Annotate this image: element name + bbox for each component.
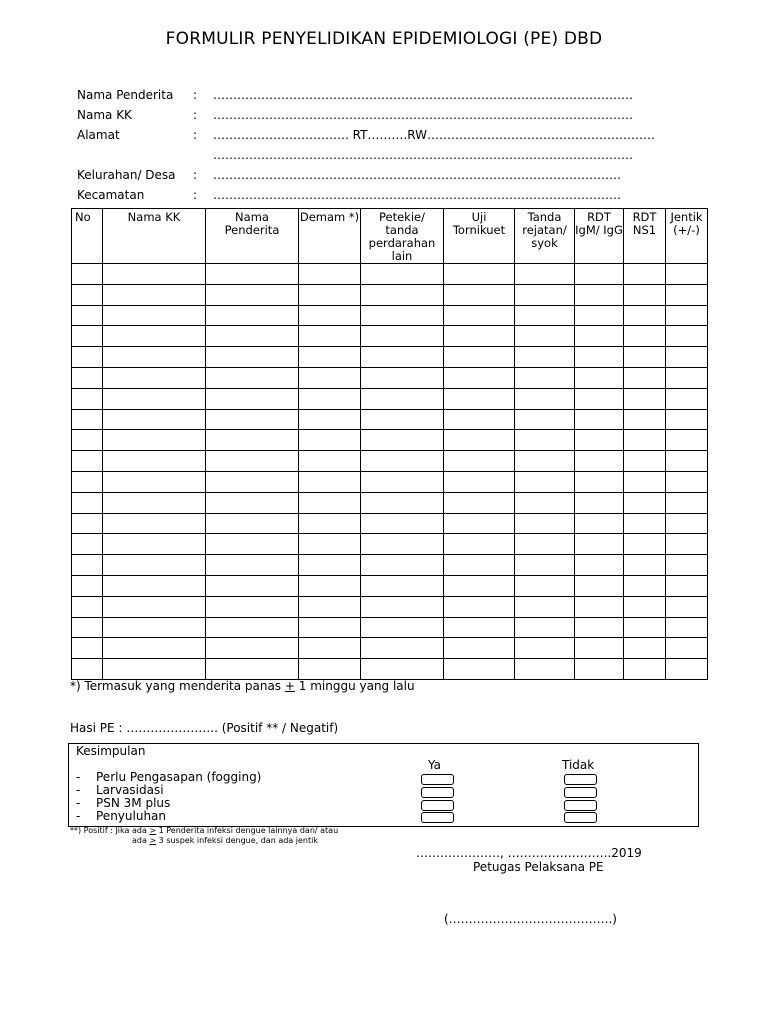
table-cell[interactable] <box>299 451 361 472</box>
table-cell[interactable] <box>515 305 575 326</box>
table-cell[interactable] <box>361 305 444 326</box>
kesimpulan-item-penyuluhan <box>76 810 166 823</box>
table-cell[interactable] <box>103 264 206 285</box>
table-row <box>72 264 708 285</box>
table-cell[interactable] <box>515 513 575 534</box>
note-text: **) Positif : Jika ada <box>70 826 150 835</box>
officer-title: Petugas Pelaksana PE <box>473 860 604 874</box>
table-cell[interactable] <box>515 659 575 680</box>
col-header-demam: Demam *) <box>299 209 361 264</box>
table-cell[interactable] <box>103 596 206 617</box>
table-cell[interactable] <box>103 326 206 347</box>
col-header-nama-penderita: Nama Penderita <box>206 209 299 264</box>
table-cell[interactable] <box>515 555 575 576</box>
table-cell[interactable] <box>666 534 708 555</box>
table-row <box>72 575 708 596</box>
table-cell[interactable] <box>666 347 708 368</box>
col-header-uji-tornikuet: Uji Tornikuet <box>444 209 515 264</box>
checkbox-ya-psn[interactable] <box>421 800 454 811</box>
gte-symbol: > <box>149 836 157 845</box>
table-row <box>72 534 708 555</box>
table-cell[interactable] <box>361 347 444 368</box>
table-cell[interactable] <box>624 492 666 513</box>
table-cell[interactable] <box>624 555 666 576</box>
table-cell[interactable] <box>575 347 624 368</box>
table-cell[interactable] <box>515 284 575 305</box>
table-cell[interactable] <box>361 638 444 659</box>
table-cell[interactable] <box>72 471 103 492</box>
table-cell[interactable] <box>444 430 515 451</box>
alamat-continuation-blank[interactable]: …………………………………………………………………………………………… <box>213 148 633 162</box>
item-label: PSN 3M plus <box>96 796 171 810</box>
table-cell[interactable] <box>444 659 515 680</box>
checkbox-tidak-penyuluhan[interactable] <box>564 812 597 823</box>
table-cell[interactable] <box>444 471 515 492</box>
checkbox-ya-penyuluhan[interactable] <box>421 812 454 823</box>
table-cell[interactable] <box>575 617 624 638</box>
table-cell[interactable] <box>72 575 103 596</box>
table-cell[interactable] <box>299 492 361 513</box>
table-row <box>72 513 708 534</box>
field-colon: : <box>193 128 198 142</box>
table-cell[interactable] <box>575 555 624 576</box>
field-label: Nama KK <box>77 108 132 122</box>
footnote-text: *) Termasuk yang menderita panas <box>70 679 285 693</box>
alamat-blank[interactable]: ……………………………. RT……….RW………………………………………………… <box>213 128 655 142</box>
table-cell[interactable] <box>444 534 515 555</box>
table-cell[interactable] <box>72 264 103 285</box>
table-cell[interactable] <box>624 326 666 347</box>
table-cell[interactable] <box>206 575 299 596</box>
table-cell[interactable] <box>206 638 299 659</box>
table-cell[interactable] <box>624 659 666 680</box>
field-label: Nama Penderita <box>77 88 174 102</box>
table-cell[interactable] <box>206 492 299 513</box>
table-cell[interactable] <box>361 326 444 347</box>
table-cell[interactable] <box>299 409 361 430</box>
table-cell[interactable] <box>72 409 103 430</box>
table-cell[interactable] <box>666 388 708 409</box>
table-cell[interactable] <box>444 326 515 347</box>
table-cell[interactable] <box>666 659 708 680</box>
table-cell[interactable] <box>103 388 206 409</box>
table-cell[interactable] <box>206 534 299 555</box>
table-cell[interactable] <box>299 617 361 638</box>
table-cell[interactable] <box>515 471 575 492</box>
field-colon: : <box>193 108 198 122</box>
table-cell[interactable] <box>575 284 624 305</box>
table-cell[interactable] <box>575 326 624 347</box>
table-cell[interactable] <box>206 659 299 680</box>
table-cell[interactable] <box>206 284 299 305</box>
table-cell[interactable] <box>361 617 444 638</box>
table-cell[interactable] <box>515 596 575 617</box>
field-alamat <box>77 127 655 143</box>
table-row <box>72 284 708 305</box>
table-cell[interactable] <box>361 575 444 596</box>
table-cell[interactable] <box>206 596 299 617</box>
table-cell[interactable] <box>444 617 515 638</box>
officer-name-field[interactable]: (…………………………………..) <box>444 912 617 926</box>
col-header-rdt-ns1: RDT NS1 <box>624 209 666 264</box>
table-cell[interactable] <box>444 575 515 596</box>
table-cell[interactable] <box>103 367 206 388</box>
table-cell[interactable] <box>575 264 624 285</box>
table-cell[interactable] <box>624 430 666 451</box>
gte-symbol: > <box>149 826 157 835</box>
table-cell[interactable] <box>515 638 575 659</box>
table-row <box>72 492 708 513</box>
table-row <box>72 659 708 680</box>
table-cell[interactable] <box>299 305 361 326</box>
checkbox-tidak-fogging[interactable] <box>564 774 597 785</box>
item-label: Perlu Pengasapan (fogging) <box>96 770 262 784</box>
table-row <box>72 555 708 576</box>
table-cell[interactable] <box>515 388 575 409</box>
table-cell[interactable] <box>103 638 206 659</box>
table-cell[interactable] <box>515 492 575 513</box>
hasil-pe-field[interactable]: Hasi PE : ………………….. (Positif ** / Negatif) <box>70 721 339 735</box>
table-row <box>72 471 708 492</box>
table-cell[interactable] <box>666 367 708 388</box>
table-cell[interactable] <box>72 555 103 576</box>
table-cell[interactable] <box>206 264 299 285</box>
table-cell[interactable] <box>515 409 575 430</box>
table-cell[interactable] <box>624 534 666 555</box>
table-cell[interactable] <box>575 513 624 534</box>
table-cell[interactable] <box>666 492 708 513</box>
table-row <box>72 638 708 659</box>
field-colon: : <box>193 188 198 202</box>
table-cell[interactable] <box>575 659 624 680</box>
table-cell[interactable] <box>444 347 515 368</box>
field-kecamatan <box>77 187 621 203</box>
table-cell[interactable] <box>444 264 515 285</box>
table-cell[interactable] <box>575 596 624 617</box>
table-cell[interactable] <box>515 326 575 347</box>
table-cell[interactable] <box>103 451 206 472</box>
table-cell[interactable] <box>515 617 575 638</box>
patient-table <box>71 208 708 680</box>
table-cell[interactable] <box>72 513 103 534</box>
table-cell[interactable] <box>444 513 515 534</box>
table-cell[interactable] <box>515 264 575 285</box>
table-cell[interactable] <box>575 451 624 472</box>
table-cell[interactable] <box>206 409 299 430</box>
kelurahan-blank[interactable]: ………………………………………………………………………………………… <box>213 168 621 182</box>
table-cell[interactable] <box>624 409 666 430</box>
col-header-rdt-igm-igg: RDT IgM/ IgG <box>575 209 624 264</box>
table-cell[interactable] <box>666 596 708 617</box>
table-cell[interactable] <box>444 305 515 326</box>
table-cell[interactable] <box>515 430 575 451</box>
col-header-jentik: Jentik (+/-) <box>666 209 708 264</box>
table-cell[interactable] <box>624 347 666 368</box>
kecamatan-blank[interactable]: ………………………………………………………………………………………… <box>213 188 621 202</box>
table-cell[interactable] <box>72 638 103 659</box>
table-cell[interactable] <box>624 596 666 617</box>
table-cell[interactable] <box>72 305 103 326</box>
table-cell[interactable] <box>299 555 361 576</box>
table-cell[interactable] <box>361 388 444 409</box>
table-cell[interactable] <box>103 513 206 534</box>
table-cell[interactable] <box>206 305 299 326</box>
table-row <box>72 367 708 388</box>
table-cell[interactable] <box>666 471 708 492</box>
table-row <box>72 617 708 638</box>
table-cell[interactable] <box>444 555 515 576</box>
page-title: FORMULIR PENYELIDIKAN EPIDEMIOLOGI (PE) DBD <box>165 29 603 49</box>
table-cell[interactable] <box>515 347 575 368</box>
table-cell[interactable] <box>206 367 299 388</box>
table-cell[interactable] <box>361 409 444 430</box>
table-row <box>72 388 708 409</box>
table-cell[interactable] <box>624 451 666 472</box>
table-cell[interactable] <box>103 492 206 513</box>
table-cell[interactable] <box>299 513 361 534</box>
item-bullet: - <box>76 770 81 784</box>
table-cell[interactable] <box>206 617 299 638</box>
table-cell[interactable] <box>72 596 103 617</box>
table-cell[interactable] <box>361 659 444 680</box>
table-cell[interactable] <box>103 575 206 596</box>
table-cell[interactable] <box>444 638 515 659</box>
plus-minus-symbol: + <box>284 679 295 693</box>
table-cell[interactable] <box>666 326 708 347</box>
table-cell[interactable] <box>299 284 361 305</box>
item-label: Larvasidasi <box>96 783 164 797</box>
table-cell[interactable] <box>103 555 206 576</box>
table-cell[interactable] <box>299 264 361 285</box>
col-header-no: No <box>72 209 103 264</box>
checkbox-ya-fogging[interactable] <box>421 774 454 785</box>
table-cell[interactable] <box>624 367 666 388</box>
table-cell[interactable] <box>666 575 708 596</box>
table-cell[interactable] <box>299 367 361 388</box>
table-cell[interactable] <box>361 534 444 555</box>
table-cell[interactable] <box>444 492 515 513</box>
table-cell[interactable] <box>624 264 666 285</box>
table-cell[interactable] <box>299 347 361 368</box>
table-cell[interactable] <box>103 430 206 451</box>
table-cell[interactable] <box>575 492 624 513</box>
table-cell[interactable] <box>666 617 708 638</box>
field-colon: : <box>193 168 198 182</box>
table-cell[interactable] <box>361 264 444 285</box>
table-cell[interactable] <box>206 471 299 492</box>
col-header-tanda-rejatan: Tanda rejatan/ syok <box>515 209 575 264</box>
table-cell[interactable] <box>103 471 206 492</box>
item-label: Penyuluhan <box>96 809 167 823</box>
table-cell[interactable] <box>361 367 444 388</box>
checkbox-ya-larvasidasi[interactable] <box>421 787 454 798</box>
field-colon: : <box>193 88 198 102</box>
table-row <box>72 430 708 451</box>
table-cell[interactable] <box>72 284 103 305</box>
table-cell[interactable] <box>575 430 624 451</box>
table-cell[interactable] <box>103 659 206 680</box>
table-cell[interactable] <box>206 388 299 409</box>
table-row <box>72 305 708 326</box>
col-header-petekie: Petekie/ tanda perdarahan lain <box>361 209 444 264</box>
table-cell[interactable] <box>575 388 624 409</box>
table-cell[interactable] <box>72 388 103 409</box>
table-cell[interactable] <box>72 430 103 451</box>
table-cell[interactable] <box>103 305 206 326</box>
column-tidak-label: Tidak <box>562 758 595 772</box>
field-kelurahan-desa <box>77 167 621 183</box>
table-cell[interactable] <box>624 638 666 659</box>
table-cell[interactable] <box>299 659 361 680</box>
table-row <box>72 326 708 347</box>
date-place-field[interactable]: …………………, ……………………..2019 <box>416 846 642 860</box>
table-cell[interactable] <box>624 617 666 638</box>
table-cell[interactable] <box>666 409 708 430</box>
table-cell[interactable] <box>103 534 206 555</box>
table-cell[interactable] <box>72 492 103 513</box>
nama-penderita-blank[interactable]: …………………………………………………………………………………………… <box>213 88 633 102</box>
table-cell[interactable] <box>444 409 515 430</box>
table-cell[interactable] <box>299 388 361 409</box>
table-cell[interactable] <box>575 367 624 388</box>
table-cell[interactable] <box>72 367 103 388</box>
table-cell[interactable] <box>624 388 666 409</box>
table-cell[interactable] <box>361 284 444 305</box>
table-cell[interactable] <box>515 367 575 388</box>
table-cell[interactable] <box>206 513 299 534</box>
table-cell[interactable] <box>515 534 575 555</box>
kesimpulan-title: Kesimpulan <box>76 744 146 758</box>
nama-kk-blank[interactable]: …………………………………………………………………………………………… <box>213 108 633 122</box>
table-cell[interactable] <box>361 555 444 576</box>
table-cell[interactable] <box>666 513 708 534</box>
table-cell[interactable] <box>624 284 666 305</box>
table-cell[interactable] <box>103 617 206 638</box>
table-cell[interactable] <box>72 451 103 472</box>
item-bullet: - <box>76 783 81 797</box>
table-cell[interactable] <box>361 451 444 472</box>
table-cell[interactable] <box>575 534 624 555</box>
table-cell[interactable] <box>624 305 666 326</box>
field-label: Alamat <box>77 128 120 142</box>
table-cell[interactable] <box>444 596 515 617</box>
field-nama-penderita <box>77 87 633 103</box>
col-header-nama-kk: Nama KK <box>103 209 206 264</box>
table-cell[interactable] <box>361 492 444 513</box>
table-cell[interactable] <box>575 409 624 430</box>
table-cell[interactable] <box>72 534 103 555</box>
note-text: 3 suspek infeksi dengue, dan ada jentik <box>156 836 318 845</box>
column-ya-label: Ya <box>428 758 442 772</box>
field-nama-kk <box>77 107 633 123</box>
table-cell[interactable] <box>361 513 444 534</box>
table-cell[interactable] <box>206 451 299 472</box>
table-cell[interactable] <box>666 555 708 576</box>
note-text: ada <box>132 836 150 845</box>
table-cell[interactable] <box>444 388 515 409</box>
table-cell[interactable] <box>624 471 666 492</box>
table-cell[interactable] <box>299 326 361 347</box>
positif-note-line2 <box>132 836 318 846</box>
table-cell[interactable] <box>299 471 361 492</box>
table-cell[interactable] <box>666 451 708 472</box>
table-cell[interactable] <box>624 575 666 596</box>
table-row <box>72 596 708 617</box>
item-bullet: - <box>76 809 81 823</box>
table-cell[interactable] <box>361 596 444 617</box>
table-cell[interactable] <box>72 347 103 368</box>
table-cell[interactable] <box>575 575 624 596</box>
demam-footnote <box>70 679 415 693</box>
checkbox-tidak-larvasidasi[interactable] <box>564 787 597 798</box>
table-cell[interactable] <box>72 617 103 638</box>
table-cell[interactable] <box>624 513 666 534</box>
footnote-text-end: 1 minggu yang lalu <box>294 679 415 693</box>
table-cell[interactable] <box>72 659 103 680</box>
table-cell[interactable] <box>103 284 206 305</box>
table-cell[interactable] <box>361 471 444 492</box>
checkbox-tidak-psn[interactable] <box>564 800 597 811</box>
table-cell[interactable] <box>666 305 708 326</box>
table-cell[interactable] <box>444 367 515 388</box>
table-cell[interactable] <box>103 409 206 430</box>
table-cell[interactable] <box>666 638 708 659</box>
table-cell[interactable] <box>575 305 624 326</box>
table-cell[interactable] <box>444 451 515 472</box>
table-cell[interactable] <box>103 347 206 368</box>
table-cell[interactable] <box>444 284 515 305</box>
table-cell[interactable] <box>361 430 444 451</box>
table-cell[interactable] <box>299 638 361 659</box>
item-bullet: - <box>76 796 81 810</box>
table-cell[interactable] <box>206 347 299 368</box>
table-cell[interactable] <box>575 638 624 659</box>
table-row <box>72 409 708 430</box>
table-body <box>72 264 708 680</box>
table-row <box>72 451 708 472</box>
table-cell[interactable] <box>575 471 624 492</box>
table-cell[interactable] <box>515 451 575 472</box>
table-cell[interactable] <box>206 555 299 576</box>
table-cell[interactable] <box>299 596 361 617</box>
table-row <box>72 347 708 368</box>
table-header-row <box>72 209 708 264</box>
table-cell[interactable] <box>299 575 361 596</box>
table-cell[interactable] <box>666 264 708 285</box>
table-cell[interactable] <box>72 326 103 347</box>
table-cell[interactable] <box>515 575 575 596</box>
table-cell[interactable] <box>206 326 299 347</box>
table-cell[interactable] <box>299 430 361 451</box>
field-label: Kecamatan <box>77 188 145 202</box>
positif-note-line1 <box>70 826 338 836</box>
table-cell[interactable] <box>299 534 361 555</box>
table-cell[interactable] <box>206 430 299 451</box>
note-text: 1 Penderita infeksi dengue lainnya dan/ atau <box>156 826 339 835</box>
table-cell[interactable] <box>666 430 708 451</box>
table-cell[interactable] <box>666 284 708 305</box>
field-label: Kelurahan/ Desa <box>77 168 176 182</box>
